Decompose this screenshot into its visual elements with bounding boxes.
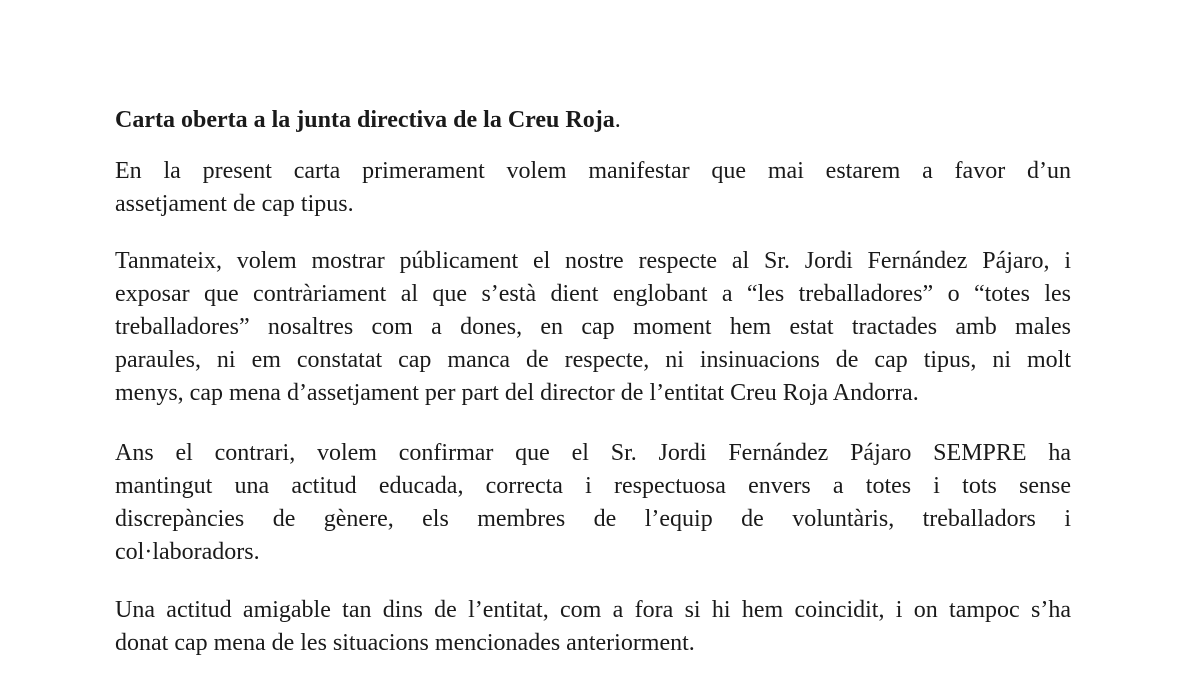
- text-line: menys, cap mena d’assetjament per part del director de l’entitat Creu Roja Andorra.: [115, 380, 919, 406]
- text-line: discrepàncies de gènere, els membres de l’equip de voluntàris, treballadors i: [115, 506, 1071, 532]
- text-line: En la present carta primerament volem manifestar que mai estarem a favor d’un: [115, 158, 1071, 184]
- letter-title-punct: .: [614, 107, 621, 133]
- paragraph-friendly-attitude: [115, 594, 1071, 660]
- paragraph-confirmation: [115, 437, 1071, 569]
- text-line: Ans el contrari, volem confirmar que el Sr. Jordi Fernández Pájaro SEMPRE ha: [115, 440, 1071, 466]
- text-line: mantingut una actitud educada, correcta i respectuosa envers a totes i tots sense: [115, 473, 1071, 499]
- letter-title: [115, 104, 621, 136]
- text-line: col·laboradors.: [115, 539, 260, 565]
- text-line: paraules, ni em constatat cap manca de respecte, ni insinuacions de cap tipus, ni molt: [115, 347, 1071, 373]
- letter-title-text: Carta oberta a la junta directiva de la Creu Roja: [115, 107, 615, 133]
- paragraph-intro: [115, 155, 1071, 221]
- paragraph-respect: [115, 245, 1071, 410]
- text-line: exposar que contràriament al que s’està dient englobant a “les treballadores” o “totes les: [115, 281, 1071, 307]
- text-line: treballadores” nosaltres com a dones, en cap moment hem estat tractades amb males: [115, 314, 1071, 340]
- text-line: Tanmateix, volem mostrar públicament el nostre respecte al Sr. Jordi Fernández Pájaro, i: [115, 248, 1071, 274]
- text-line: donat cap mena de les situacions mencionades anteriorment.: [115, 630, 695, 656]
- text-line: Una actitud amigable tan dins de l’entitat, com a fora si hi hem coincidit, i on tampoc s’ha: [115, 597, 1071, 623]
- text-line: assetjament de cap tipus.: [115, 191, 354, 217]
